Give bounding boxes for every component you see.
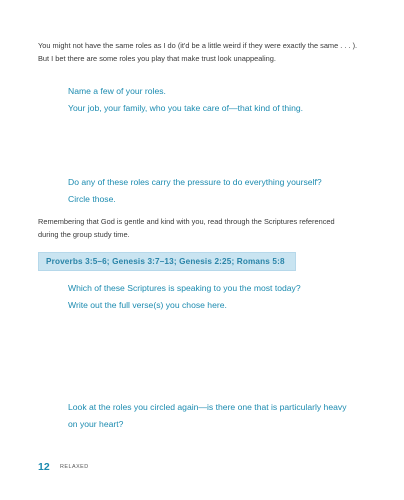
running-footer-title: RELAXED [60,464,89,470]
scripture-instructions-line-1: Remembering that God is gentle and kind with you, read through the Scriptures referenced [38,217,335,226]
prompt-pressure-line-2: Circle those. [68,193,116,204]
prompt-pressure-line-1: Do any of these roles carry the pressure to do everything yourself? [68,177,322,187]
prompt-scripture-line-1: Which of these Scriptures is speaking to you the most today? [68,283,301,293]
prompt-name-roles [68,83,378,116]
scripture-instructions-line-2: during the group study time. [38,229,130,239]
prompt-name-roles-line-1: Name a few of your roles. [68,86,166,96]
prompt-pressure-roles [68,174,378,207]
prompt-heavy-line-1: Look at the roles you circled again—is there one that is particularly heavy [68,402,347,412]
scripture-references-box: Proverbs 3:5–6; Genesis 3:7–13; Genesis 2:25; Romans 5:8 [38,252,296,271]
prompt-scripture-choice [68,280,378,313]
intro-line-2: But I bet there are some roles you play that make trust look unappealing. [38,53,276,63]
prompt-scripture-line-2: Write out the full verse(s) you chose here. [68,299,227,310]
intro-paragraph [38,40,378,65]
intro-line-1: You might not have the same roles as I do (it'd be a little weird if they were exactly the same . . . ). [38,41,358,50]
prompt-heavy-line-2: on your heart? [68,418,124,429]
prompt-name-roles-line-2: Your job, your family, who you take care of—that kind of thing. [68,102,304,113]
scripture-instructions [38,216,378,241]
page-number: 12 [38,461,50,473]
prompt-heavy-role [68,399,378,432]
